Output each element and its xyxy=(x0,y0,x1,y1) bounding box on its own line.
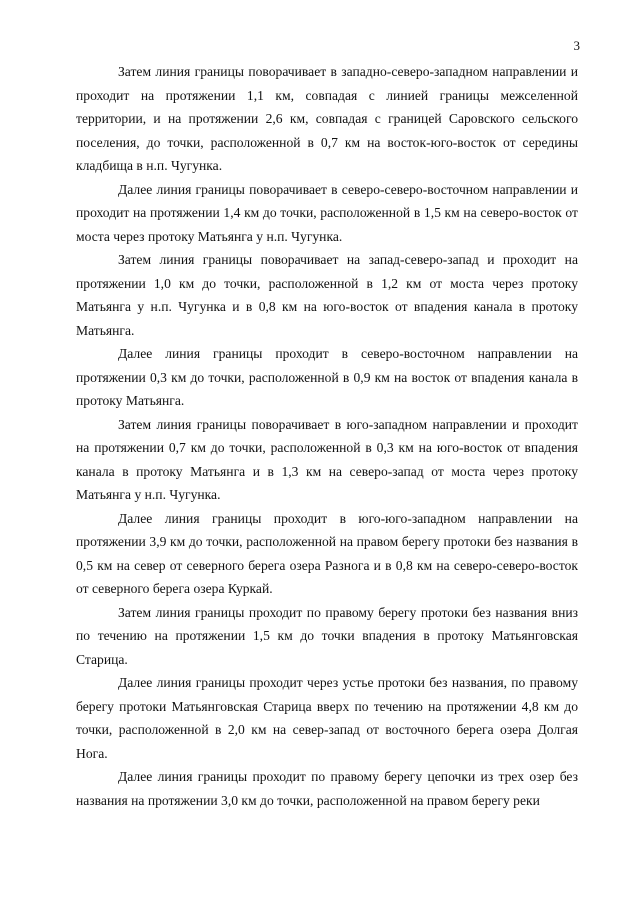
paragraph: Далее линия границы проходит в северо-восточном направлении на протяжении 0,3 км до точки, расположенной в 0,9 км на восток от впадения канала в протоку Матьянга. xyxy=(76,346,578,408)
paragraph: Далее линия границы проходит в юго-юго-западном направлении на протяжении 3,9 км до точки, расположенной на правом берегу протоки без названия в 0,5 км на север от северного берега озера Разнога и в 0,8 км на северо-северо-восток от северного берега озера Куркай. xyxy=(76,510,578,596)
paragraph: Далее линия границы поворачивает в северо-северо-восточном направлении и проходит на протяжении 1,4 км до точки, расположенной в 1,5 км на северо-восток от моста через протоку Матьянга у н.п. Чугунка. xyxy=(76,181,578,244)
page-number: 3 xyxy=(573,38,580,53)
paragraph: Затем линия границы поворачивает на запад-северо-запад и проходит на протяжении 1,0 км до точки, расположенной в 1,2 км от моста через протоку Матьянга у н.п. Чугунка и в 0,8 км на юго-восток от впадения канала в протоку Матьянга. xyxy=(76,252,578,338)
paragraph: Затем линия границы проходит по правому берегу протоки без названия вниз по течению на протяжении 1,5 км до точки впадения в протоку Матьянговская Старица. xyxy=(76,604,578,667)
paragraph: Затем линия границы поворачивает в западно-северо-западном направлении и проходит на протяжении 1,1 км, совпадая с линией границы межселенной территории, и на протяжении 2,6 км, совпадая с границей Саровского сельского поселения, до точки, расположенной в 0,7 км на восток-юго-восток от середины кладбища в н.п. Чугунка. xyxy=(76,64,578,173)
paragraph: Затем линия границы поворачивает в юго-западном направлении и проходит на протяжении 0,7 км до точки, расположенной в 0,3 км на юго-восток от впадения канала в протоку Матьянга и в 1,3 км на северо-запад от моста через протоку Матьянга у н.п. Чугунка. xyxy=(76,416,578,502)
document-body xyxy=(76,60,578,812)
paragraph: Далее линия границы проходит через устье протоки без названия, по правому берегу протоки Матьянговская Старица вверх по течению на протяжении 4,8 км до точки, расположенной в 2,0 км на север-запад от восточного берега озера Долгая Нога. xyxy=(76,675,578,761)
paragraph: Далее линия границы проходит по правому берегу цепочки из трех озер без названия на протяжении 3,0 км до точки, расположенной на правом берегу реки xyxy=(76,769,578,808)
